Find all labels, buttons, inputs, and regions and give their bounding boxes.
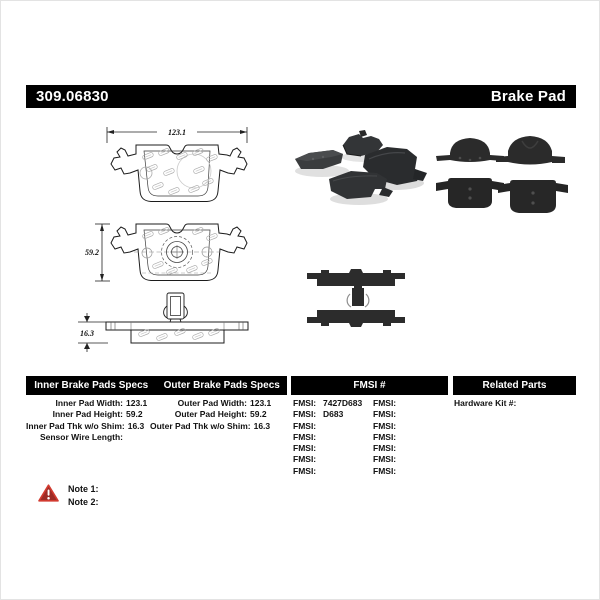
spec-row <box>26 409 160 420</box>
dim-height-label: 59.2 <box>85 248 99 257</box>
fmsi-value <box>399 466 403 477</box>
fmsi-row <box>373 409 443 420</box>
spec-value: 59.2 <box>250 409 267 420</box>
related-value <box>516 398 520 409</box>
fmsi-header-bar <box>291 376 448 395</box>
spec-row <box>150 409 284 420</box>
outer-specs-column <box>150 398 284 432</box>
product-photo-flat <box>434 131 579 223</box>
inner-specs-column <box>26 398 160 443</box>
spec-row <box>150 398 284 409</box>
fmsi-label: FMSI: <box>373 420 397 431</box>
fmsi-row <box>373 398 443 409</box>
spec-value: 123.1 <box>250 398 272 408</box>
dim-width-label: 123.1 <box>168 128 186 137</box>
spec-label: Outer Pad Height: <box>174 409 247 420</box>
fmsi-label: FMSI: <box>293 443 317 454</box>
related-row <box>454 398 574 409</box>
fmsi-value <box>399 454 403 465</box>
fmsi-row <box>373 432 443 443</box>
fmsi-title: FMSI # <box>353 380 386 391</box>
pad-side-view <box>106 322 248 343</box>
spec-row <box>26 421 160 432</box>
related-parts-header-bar <box>453 376 576 395</box>
fmsi-label: FMSI: <box>373 409 397 420</box>
fmsi-row <box>373 454 443 465</box>
spec-label: Inner Pad Height: <box>52 409 123 420</box>
spec-row <box>150 421 284 432</box>
inner-specs-title: Inner Brake Pads Specs <box>34 380 149 391</box>
fmsi-label: FMSI: <box>373 454 397 465</box>
fmsi-row <box>293 409 373 420</box>
spec-value: 16.3 <box>127 420 145 431</box>
fmsi-row <box>293 398 373 409</box>
fmsi-label: FMSI: <box>293 465 317 476</box>
spec-value <box>123 432 160 443</box>
dim-thickness-label: 16.3 <box>80 329 94 338</box>
fmsi-label: FMSI: <box>373 431 397 442</box>
fmsi-value <box>319 454 323 465</box>
fmsi-label: FMSI: <box>293 431 317 442</box>
fmsi-row <box>373 421 443 432</box>
title-bar <box>26 85 576 108</box>
fmsi-value <box>319 466 323 477</box>
fmsi-label: FMSI: <box>293 454 317 465</box>
fmsi-value: 7427D683 <box>323 398 363 408</box>
spec-label: Outer Pad Width: <box>177 398 247 408</box>
fmsi-label: FMSI: <box>293 409 317 420</box>
spec-row <box>26 398 160 409</box>
fmsi-label: FMSI: <box>373 465 397 476</box>
product-photo-angled <box>289 129 439 219</box>
outer-specs-title: Outer Brake Pads Specs <box>163 380 280 391</box>
fmsi-label: FMSI: <box>293 420 317 431</box>
fmsi-value <box>319 421 323 432</box>
fmsi-value <box>399 398 403 409</box>
spec-label: Outer Pad Thk w/o Shim: <box>150 420 251 431</box>
fmsi-value <box>319 443 323 454</box>
fmsi-value <box>399 443 403 454</box>
fmsi-label: FMSI: <box>373 443 397 454</box>
fmsi-value <box>399 421 403 432</box>
spec-label: Inner Pad Thk w/o Shim: <box>26 420 125 431</box>
fmsi-row <box>293 454 373 465</box>
related-label: Hardware Kit #: <box>454 398 517 408</box>
spec-label: Sensor Wire Length: <box>39 431 123 442</box>
spec-value: 16.3 <box>253 420 271 431</box>
related-parts-column <box>454 398 574 409</box>
note-2: Note 2: <box>68 497 99 507</box>
product-category: Brake Pad <box>490 88 566 105</box>
spec-value: 59.2 <box>126 409 143 420</box>
fmsi-value <box>319 432 323 443</box>
sensor-clip-drawing <box>164 293 188 322</box>
fmsi-row <box>373 466 443 477</box>
dimension-drawing <box>56 113 291 358</box>
fmsi-row <box>293 432 373 443</box>
spec-value: 123.1 <box>126 398 148 408</box>
fmsi-label: FMSI: <box>373 398 397 408</box>
part-number: 309.06830 <box>36 88 109 105</box>
spec-row <box>26 432 160 443</box>
spec-label: Inner Pad Width: <box>55 398 123 408</box>
fmsi-value: D683 <box>323 409 344 420</box>
fmsi-value <box>399 432 403 443</box>
related-parts-title: Related Parts <box>482 380 547 391</box>
fmsi-label: FMSI: <box>293 398 317 408</box>
fmsi-row <box>293 443 373 454</box>
note-1: Note 1: <box>68 484 99 494</box>
pad-front-view <box>111 145 247 202</box>
fmsi-row <box>293 466 373 477</box>
product-photo-edge <box>299 264 424 334</box>
pad-front-view-sensor <box>111 224 247 281</box>
fmsi-column-1 <box>293 398 373 477</box>
specs-header-bar <box>26 376 287 395</box>
fmsi-row <box>293 421 373 432</box>
fmsi-row <box>373 443 443 454</box>
warning-triangle-icon <box>38 484 59 502</box>
fmsi-column-2 <box>373 398 443 477</box>
fmsi-value <box>399 409 403 420</box>
